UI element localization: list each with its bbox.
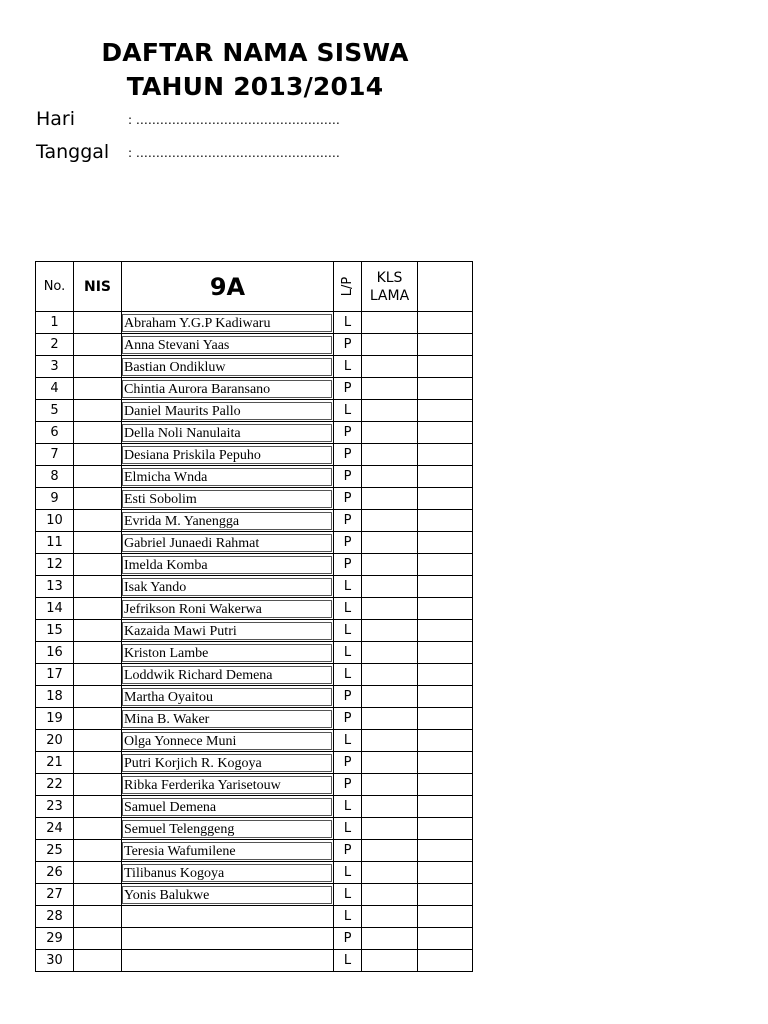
row-number: 7 [36,444,74,466]
row-gender: L [334,400,362,422]
row-nis [74,444,122,466]
row-extra [418,576,473,598]
student-name: Esti Sobolim [122,490,332,508]
table-row [36,950,473,972]
row-gender: P [334,840,362,862]
row-nis [74,928,122,950]
row-gender: P [334,422,362,444]
row-kls-lama [362,708,418,730]
row-kls-lama [362,422,418,444]
table-row [36,466,473,488]
row-name-cell [122,598,334,620]
row-name-cell [122,532,334,554]
table-row [36,664,473,686]
row-name-cell [122,906,334,928]
row-extra [418,906,473,928]
row-number: 26 [36,862,74,884]
row-nis [74,708,122,730]
row-kls-lama [362,928,418,950]
row-name-cell [122,510,334,532]
row-nis [74,884,122,906]
row-gender: L [334,730,362,752]
row-name-cell [122,950,334,972]
student-name: Evrida M. Yanengga [122,512,332,530]
row-kls-lama [362,576,418,598]
row-nis [74,862,122,884]
row-gender: P [334,708,362,730]
table-row [36,356,473,378]
row-name-cell [122,730,334,752]
student-name: Abraham Y.G.P Kadiwaru [122,314,332,332]
student-name: Daniel Maurits Pallo [122,402,332,420]
student-name: Tilibanus Kogoya [122,864,332,882]
student-name: Anna Stevani Yaas [122,336,332,354]
row-kls-lama [362,466,418,488]
row-number: 1 [36,312,74,334]
row-gender: L [334,818,362,840]
row-number: 18 [36,686,74,708]
document-subtitle-year: TAHUN 2013/2014 [126,72,384,101]
row-name-cell [122,576,334,598]
student-name: Olga Yonnece Muni [122,732,332,750]
header-lp-text: L/P [340,276,355,297]
student-name [122,952,332,970]
row-extra [418,488,473,510]
row-number: 4 [36,378,74,400]
table-row [36,312,473,334]
row-kls-lama [362,378,418,400]
row-nis [74,400,122,422]
row-gender: L [334,906,362,928]
row-nis [74,576,122,598]
row-gender: P [334,488,362,510]
row-nis [74,818,122,840]
row-name-cell [122,796,334,818]
student-name: Della Noli Nanulaita [122,424,332,442]
row-nis [74,686,122,708]
row-name-cell [122,466,334,488]
row-nis [74,664,122,686]
table-row [36,598,473,620]
row-gender: P [334,444,362,466]
row-kls-lama [362,532,418,554]
row-kls-lama [362,730,418,752]
table-row [36,400,473,422]
document-title: DAFTAR NAMA SISWA [101,38,409,67]
row-nis [74,356,122,378]
row-extra [418,312,473,334]
row-number: 25 [36,840,74,862]
row-extra [418,510,473,532]
row-name-cell [122,840,334,862]
row-nis [74,532,122,554]
table-row [36,334,473,356]
row-extra [418,862,473,884]
tanggal-label: Tanggal [36,141,110,163]
row-number: 21 [36,752,74,774]
row-kls-lama [362,598,418,620]
row-name-cell [122,642,334,664]
row-gender: L [334,664,362,686]
row-extra [418,378,473,400]
table-row [36,796,473,818]
row-name-cell [122,664,334,686]
row-nis [74,906,122,928]
student-name: Putri Korjich R. Kogoya [122,754,332,772]
row-kls-lama [362,664,418,686]
row-extra [418,356,473,378]
row-extra [418,884,473,906]
row-nis [74,620,122,642]
student-name [122,930,332,948]
row-number: 13 [36,576,74,598]
row-gender: P [334,752,362,774]
student-name: Mina B. Waker [122,710,332,728]
table-row [36,422,473,444]
row-kls-lama [362,752,418,774]
row-kls-lama [362,642,418,664]
header-nis: NIS [74,262,122,312]
row-kls-lama [362,620,418,642]
table-row [36,708,473,730]
row-nis [74,422,122,444]
table-row [36,554,473,576]
row-gender: P [334,466,362,488]
row-name-cell [122,444,334,466]
row-number: 12 [36,554,74,576]
row-kls-lama [362,444,418,466]
row-nis [74,840,122,862]
row-extra [418,950,473,972]
row-extra [418,642,473,664]
row-gender: P [334,774,362,796]
student-name: Kriston Lambe [122,644,332,662]
row-name-cell [122,752,334,774]
table-row [36,730,473,752]
row-extra [418,444,473,466]
row-name-cell [122,488,334,510]
row-name-cell [122,334,334,356]
row-kls-lama [362,334,418,356]
row-extra [418,730,473,752]
row-kls-lama [362,796,418,818]
table-row [36,378,473,400]
row-gender: P [334,532,362,554]
row-name-cell [122,862,334,884]
row-kls-lama [362,686,418,708]
row-kls-lama [362,774,418,796]
row-number: 15 [36,620,74,642]
row-number: 9 [36,488,74,510]
table-row [36,686,473,708]
row-number: 23 [36,796,74,818]
row-name-cell [122,554,334,576]
row-nis [74,752,122,774]
table-row [36,532,473,554]
table-row [36,444,473,466]
student-list-table [35,261,473,972]
row-name-cell [122,400,334,422]
table-row [36,840,473,862]
student-name [122,908,332,926]
table-row [36,510,473,532]
row-kls-lama [362,818,418,840]
table-row [36,906,473,928]
row-nis [74,312,122,334]
table-row [36,818,473,840]
row-kls-lama [362,510,418,532]
row-gender: P [334,554,362,576]
row-gender: L [334,796,362,818]
hari-label: Hari [36,108,76,130]
row-kls-lama [362,400,418,422]
student-name: Jefrikson Roni Wakerwa [122,600,332,618]
row-name-cell [122,884,334,906]
row-extra [418,686,473,708]
row-number: 27 [36,884,74,906]
row-number: 11 [36,532,74,554]
table-row [36,884,473,906]
student-name: Imelda Komba [122,556,332,574]
row-extra [418,796,473,818]
header-no: No. [36,262,74,312]
row-gender: L [334,576,362,598]
row-kls-lama [362,840,418,862]
row-number: 3 [36,356,74,378]
row-nis [74,950,122,972]
row-number: 17 [36,664,74,686]
header-class: 9A [122,262,334,312]
header-kls-lama [362,262,418,312]
row-name-cell [122,422,334,444]
tanggal-field: : …………………………………………… [128,146,340,160]
row-gender: L [334,356,362,378]
row-gender: L [334,312,362,334]
row-kls-lama [362,906,418,928]
row-extra [418,466,473,488]
row-number: 30 [36,950,74,972]
student-name: Bastian Ondikluw [122,358,332,376]
row-name-cell [122,378,334,400]
row-kls-lama [362,312,418,334]
row-nis [74,774,122,796]
row-nis [74,554,122,576]
row-number: 6 [36,422,74,444]
row-nis [74,598,122,620]
row-name-cell [122,312,334,334]
row-nis [74,730,122,752]
row-name-cell [122,774,334,796]
row-extra [418,752,473,774]
row-number: 16 [36,642,74,664]
student-name: Martha Oyaitou [122,688,332,706]
student-name: Kazaida Mawi Putri [122,622,332,640]
row-gender: L [334,950,362,972]
row-name-cell [122,818,334,840]
table-row [36,576,473,598]
row-gender: P [334,510,362,532]
table-row [36,752,473,774]
row-nis [74,642,122,664]
row-number: 20 [36,730,74,752]
student-name: Desiana Priskila Pepuho [122,446,332,464]
row-gender: P [334,686,362,708]
row-number: 19 [36,708,74,730]
row-nis [74,488,122,510]
row-extra [418,620,473,642]
student-name: Yonis Balukwe [122,886,332,904]
table-row [36,774,473,796]
row-number: 10 [36,510,74,532]
row-gender: L [334,884,362,906]
row-gender: L [334,642,362,664]
row-extra [418,554,473,576]
row-number: 5 [36,400,74,422]
row-number: 2 [36,334,74,356]
row-number: 28 [36,906,74,928]
row-kls-lama [362,862,418,884]
row-extra [418,400,473,422]
row-gender: P [334,334,362,356]
row-kls-lama [362,950,418,972]
row-extra [418,708,473,730]
row-number: 8 [36,466,74,488]
student-name: Chintia Aurora Baransano [122,380,332,398]
table-row [36,862,473,884]
row-number: 24 [36,818,74,840]
row-extra [418,422,473,444]
student-name: Isak Yando [122,578,332,596]
row-nis [74,796,122,818]
header-lp [334,262,362,312]
student-name: Loddwik Richard Demena [122,666,332,684]
row-name-cell [122,686,334,708]
student-name: Teresia Wafumilene [122,842,332,860]
header-kls-line1: KLS [376,269,403,286]
row-number: 29 [36,928,74,950]
student-name: Elmicha Wnda [122,468,332,486]
student-name: Semuel Telenggeng [122,820,332,838]
table-row [36,642,473,664]
row-name-cell [122,708,334,730]
student-name: Gabriel Junaedi Rahmat [122,534,332,552]
row-extra [418,664,473,686]
row-extra [418,928,473,950]
row-extra [418,532,473,554]
row-name-cell [122,620,334,642]
table-row [36,620,473,642]
row-kls-lama [362,356,418,378]
row-name-cell [122,356,334,378]
student-name: Ribka Ferderika Yarisetouw [122,776,332,794]
row-kls-lama [362,488,418,510]
row-gender: L [334,620,362,642]
row-number: 22 [36,774,74,796]
table-row [36,928,473,950]
table-row [36,488,473,510]
row-nis [74,510,122,532]
row-nis [74,466,122,488]
row-extra [418,334,473,356]
row-gender: P [334,928,362,950]
row-extra [418,598,473,620]
student-name: Samuel Demena [122,798,332,816]
row-name-cell [122,928,334,950]
hari-field: : …………………………………………… [128,113,340,127]
row-nis [74,334,122,356]
header-extra [418,262,473,312]
row-number: 14 [36,598,74,620]
row-kls-lama [362,554,418,576]
row-extra [418,818,473,840]
row-nis [74,378,122,400]
table-header-row [36,262,473,312]
header-kls-line2: LAMA [369,287,410,304]
row-gender: L [334,598,362,620]
row-kls-lama [362,884,418,906]
row-gender: P [334,378,362,400]
row-extra [418,774,473,796]
row-gender: L [334,862,362,884]
row-extra [418,840,473,862]
